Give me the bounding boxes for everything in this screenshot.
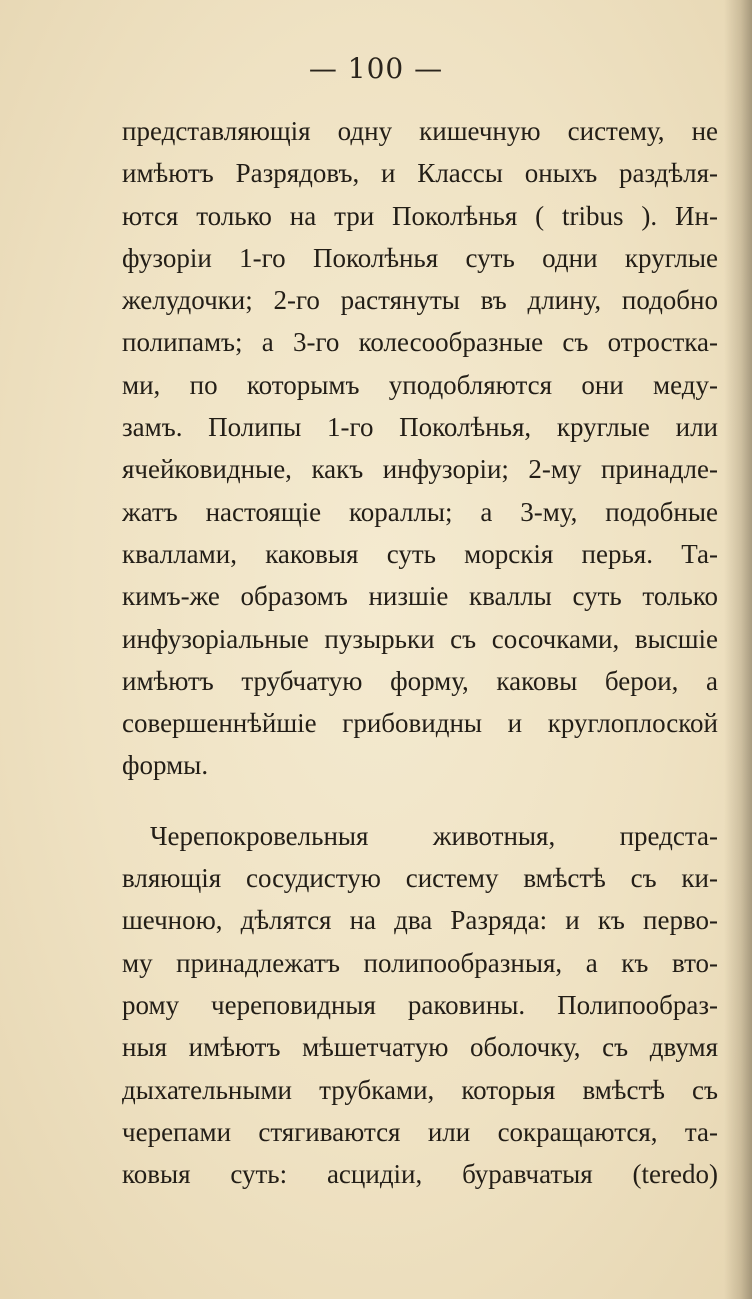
page-text <box>122 110 718 1195</box>
text-line: черепами стягиваются или сокращаются, та- <box>122 1116 718 1147</box>
text-line: имѣютъ трубчатую форму, каковы берои, а <box>122 665 718 696</box>
text-line: Черепокровельныя животныя, предста- <box>150 820 718 851</box>
text-line: фузоріи 1-го Поколѣнья суть одни круглые <box>122 242 718 273</box>
text-line: ячейковидные, какъ инфузоріи; 2-му принадле- <box>122 454 718 485</box>
text-line: му принадлежатъ полипообразныя, а къ вто- <box>122 947 718 978</box>
text-line: вляющія сосудистую систему вмѣстѣ съ ки- <box>122 863 718 894</box>
text-line: дыхательными трубками, которыя вмѣстѣ съ <box>122 1074 718 1105</box>
text-line: представляющія одну кишечную систему, не <box>122 116 718 146</box>
text-line: шечною, дѣлятся на два Разряда: и къ перво- <box>122 905 718 936</box>
text-line: рому череповидныя раковины. Полипообраз- <box>122 989 718 1020</box>
page-number: — 100 — <box>308 52 444 85</box>
text-line: инфузоріальные пузырьки съ сосочками, высшіе <box>122 623 718 654</box>
text-line: ми, по которымъ уподобляются они меду- <box>122 369 718 400</box>
text-line: желудочки; 2-го растянуты въ длину, подобно <box>122 285 718 316</box>
paragraph-gap <box>122 787 718 815</box>
text-line: формы. <box>122 750 209 781</box>
text-line: замъ. Полипы 1-го Поколѣнья, круглые или <box>122 412 718 443</box>
page-edge-shadow <box>724 0 752 1299</box>
text-line: кимъ-же образомъ низшіе кваллы суть только <box>122 581 718 612</box>
text-line: кваллами, каковыя суть морскія перья. Та- <box>122 538 718 569</box>
text-line: совершеннѣйшіе грибовидны и круглоплоской <box>122 708 718 739</box>
text-line: ковыя суть: асцидіи, буравчатыя (teredo) <box>122 1159 718 1190</box>
text-line: имѣютъ Разрядовъ, и Классы оныхъ раздѣля- <box>122 158 718 189</box>
text-line: полипамъ; а 3-го колесообразные съ отростка- <box>122 327 718 358</box>
text-line: ются только на три Поколѣнья ( tribus ). Ин- <box>122 200 718 231</box>
text-line: ныя имѣютъ мѣшетчатую оболочку, съ двумя <box>122 1032 718 1063</box>
text-line: жатъ настоящіе кораллы; а 3-му, подобные <box>122 496 718 527</box>
